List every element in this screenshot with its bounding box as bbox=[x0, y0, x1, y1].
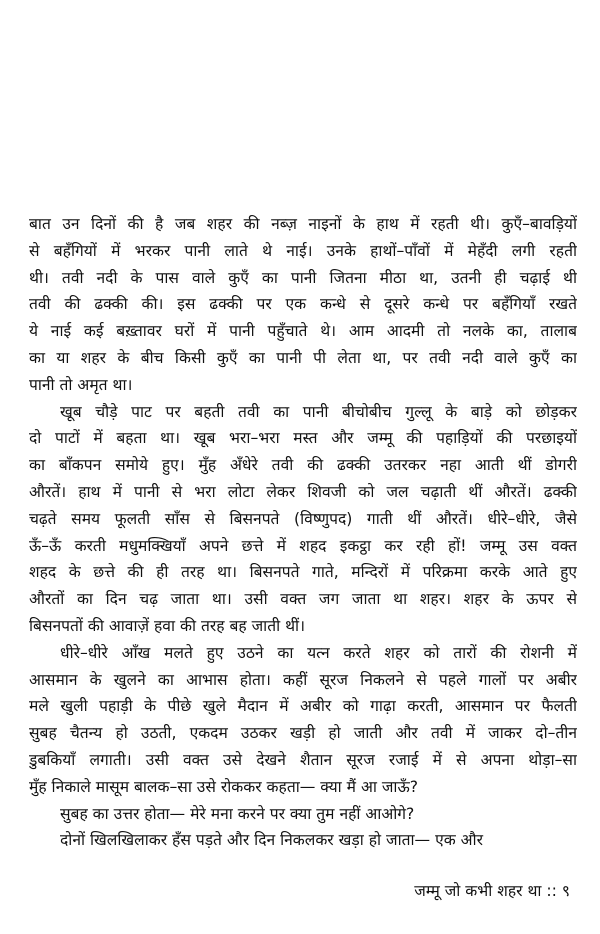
text-line: पानी तो अमृत था। bbox=[29, 375, 133, 394]
text-line: डुबकियाँ लगाती। उसी वक्त उसे देखने शैतान सूरज रजाई में से अपना थोड़ा–सा bbox=[29, 750, 577, 769]
text-line: बिसनपतों की आवाज़ें हवा की तरह बह जाती थीं। bbox=[29, 616, 305, 635]
text-line: मुँह निकाले मासूम बालक–सा उसे रोककर कहता— क्या मैं आ जाऊँ? bbox=[29, 777, 418, 796]
body-text bbox=[29, 211, 577, 854]
text-line: औरतें। हाथ में पानी से भरा लोटा लेकर शिवजी को जल चढ़ाती थीं औरतें। ढक्की bbox=[29, 482, 577, 501]
text-line: सुबह चैतन्य हो उठती, एकदम उठकर खड़ी हो जाती और तवी में जाकर दो–तीन bbox=[29, 724, 577, 743]
text-line: आसमान के खुलने का आभास होता। कहीं सूरज निकलने से पहले गालों पर अबीर bbox=[29, 670, 577, 689]
text-line: दो पाटों में बहता था। खूब भरा–भरा मस्त और जम्मू की पहाड़ियों की परछाइयों bbox=[29, 429, 577, 448]
text-line: औरतों का दिन चढ़ जाता था। उसी वक्त जग जाता था शहर। शहर के ऊपर से bbox=[29, 590, 577, 609]
text-line: ये नाई कई बख़्तावर घरों में पानी पहुँचाते थे। आम आदमी तो नलके का, तालाब bbox=[29, 322, 577, 341]
text-line: से बहँगियों में भरकर पानी लाते थे नाई। उनके हाथों–पाँवों में मेहँदी लगी रहती bbox=[29, 241, 577, 260]
text-line: शहद के छत्ते की ही तरह था। बिसनपते गाते, मन्दिरों में परिक्रमा करके आते हुए bbox=[29, 563, 577, 582]
text-line: का बाँकपन समोये हुए। मुँह अँधेरे तवी की ढक्की उतरकर नहा आती थीं डोगरी bbox=[29, 456, 577, 475]
text-line: दोनों खिलखिलाकर हँस पड़ते और दिन निकलकर खड़ा हो जाता— एक और bbox=[60, 831, 483, 850]
running-footer: जम्मू जो कभी शहर था :: ९ bbox=[414, 882, 570, 900]
text-line: ऊँ–ऊँ करती मधुमक्खियाँ अपने छत्ते में शहद इकट्ठा कर रही हों! जम्मू उस वक्त bbox=[29, 536, 577, 555]
text-line: मले खुली पहाड़ी के पीछे खुले मैदान में अबीर को गाढ़ा करती, आसमान पर फैलती bbox=[29, 697, 577, 716]
text-line: तवी की ढक्की की। इस ढक्की पर एक कन्धे से दूसरे कन्धे पर बहँगियाँ रखते bbox=[29, 295, 577, 314]
text-line: खूब चौड़े पाट पर बहती तवी का पानी बीचोबीच गुल्लू के बाड़े को छोड़कर bbox=[60, 402, 577, 421]
text-line: चढ़ते समय फूलती साँस से बिसनपते (विष्णुपद) गाती थीं औरतें। धीरे–धीरे, जैसे bbox=[29, 509, 577, 528]
text-line: का या शहर के बीच किसी कुएँ का पानी पी लेता था, पर तवी नदी वाले कुएँ का bbox=[29, 348, 577, 367]
text-line: धीरे–धीरे आँख मलते हुए उठने का यत्न करते शहर को तारों की रोशनी में bbox=[60, 643, 577, 662]
text-line: थी। तवी नदी के पास वाले कुएँ का पानी जितना मीठा था, उतनी ही चढ़ाई थी bbox=[29, 268, 577, 287]
text-line: बात उन दिनों की है जब शहर की नब्ज़ नाइनों के हाथ में रहती थी। कुएँ–बावड़ियों bbox=[29, 215, 577, 233]
text-line: सुबह का उत्तर होता— मेरे मना करने पर क्या तुम नहीं आओगे? bbox=[60, 804, 415, 823]
